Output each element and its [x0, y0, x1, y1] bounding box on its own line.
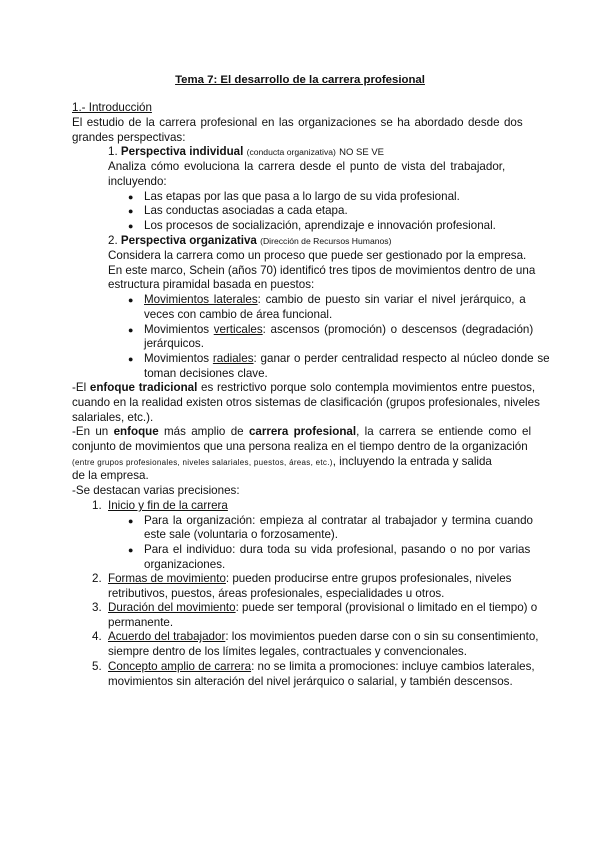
- precisions-intro: -Se destacan varias precisiones:: [72, 484, 240, 497]
- perspective-organizational-heading: [108, 234, 391, 248]
- text-prefix: -El: [72, 381, 90, 394]
- text-rest: es restrictivo porque solo contempla movimientos entre puestos,: [197, 381, 536, 394]
- bullet-icon: ●: [128, 221, 134, 231]
- list-item: Los procesos de socialización, aprendizaje e innovación profesional.: [144, 219, 496, 232]
- list-item-continuation: movimientos sin alteración del nivel jerárquico o salarial, y también descensos.: [108, 675, 513, 688]
- list-item: [108, 601, 537, 615]
- broad-approach-line-2: conjunto de movimientos que una persona realiza en el tiempo dentro de la organización: [72, 440, 528, 453]
- bullet-icon: ●: [128, 354, 134, 364]
- bullet-icon: ●: [128, 192, 134, 202]
- traditional-approach-line-2: cuando en la realidad existen otros sistemas de clasificación (grupos profesionales, niveles: [72, 396, 540, 409]
- term-description: : no se limita a promociones: incluye cambios laterales,: [251, 660, 535, 673]
- precision-term: Inicio y fin de la carrera: [108, 499, 228, 512]
- list-item: Para la organización: empieza al contratar al trabajador y termina cuando: [144, 514, 534, 527]
- list-item: Las etapas por las que pasa a lo largo de su vida profesional.: [144, 190, 460, 203]
- term-description: : ascensos (promoción) o descensos (degradación): [262, 323, 534, 336]
- p2-text-line-1: Considera la carrera como un proceso que puede ser gestionado por la empresa.: [108, 249, 527, 262]
- emphasis: enfoque: [113, 425, 159, 438]
- p2-text-line-2: En este marco, Schein (años 70) identificó tres tipos de movimientos dentro de una: [108, 264, 536, 277]
- perspective-tag: NO SE VE: [339, 147, 385, 158]
- term: Movimientos laterales: [144, 293, 258, 306]
- bullet-icon: ●: [128, 516, 134, 526]
- text-prefix: -En un: [72, 425, 114, 438]
- perspective-note: (Dirección de Recursos Humanos): [260, 236, 392, 246]
- list-number: 3.: [92, 601, 102, 614]
- broad-approach-line-4: de la empresa.: [72, 469, 149, 482]
- bullet-icon: ●: [128, 545, 134, 555]
- list-number: 2.: [108, 234, 118, 247]
- list-item: [144, 323, 533, 337]
- list-number: 4.: [92, 630, 102, 643]
- bullet-icon: ●: [128, 325, 134, 335]
- bullet-icon: ●: [128, 295, 134, 305]
- list-item-continuation: jerárquicos.: [144, 337, 204, 350]
- traditional-approach-line-1: [72, 381, 535, 395]
- page-title: Tema 7: El desarrollo de la carrera profesional: [175, 74, 425, 86]
- list-item: Las conductas asociadas a cada etapa.: [144, 204, 348, 217]
- list-number: 5.: [92, 660, 102, 673]
- term-description: : ganar o perder centralidad respecto al núcleo donde se: [253, 352, 550, 365]
- perspective-note: (conducta organizativa): [246, 147, 336, 157]
- term-description: : cambio de puesto sin variar el nivel jerárquico, a: [257, 293, 526, 306]
- term-prefix: Movimientos: [144, 323, 214, 336]
- list-number: 1.: [92, 499, 102, 512]
- broad-approach-line-1: [72, 425, 531, 439]
- text-rest: , incluyendo la entrada y salida: [332, 455, 492, 468]
- list-item-continuation: toman decisiones clave.: [144, 367, 268, 380]
- list-number: 2.: [92, 572, 102, 585]
- term-description: : pueden producirse entre grupos profesionales, niveles: [225, 572, 512, 585]
- list-item: [108, 660, 535, 674]
- perspective-label: Perspectiva organizativa: [120, 234, 257, 247]
- text-middle: más amplio de: [158, 425, 249, 438]
- list-item: [144, 293, 526, 307]
- list-item-continuation: retributivos, puestos, áreas profesionales, especialidades u otros.: [108, 587, 445, 600]
- list-item-continuation: veces con cambio de área funcional.: [144, 308, 333, 321]
- intro-heading: 1.- Introducción: [72, 101, 152, 114]
- emphasis: enfoque tradicional: [89, 381, 198, 394]
- list-item: Para el individuo: dura toda su vida profesional, pasando o no por varias: [144, 543, 531, 556]
- precision-term: Concepto amplio de carrera: [108, 660, 252, 673]
- list-number: 1.: [108, 145, 118, 158]
- list-item: [108, 572, 511, 586]
- precision-term: Duración del movimiento: [108, 601, 236, 614]
- precision-term: Acuerdo del trabajador: [108, 630, 226, 643]
- p2-text-line-3: estructura piramidal basada en puestos:: [108, 278, 315, 291]
- list-item: [108, 630, 539, 644]
- bullet-icon: ●: [128, 206, 134, 216]
- broad-approach-line-3: [72, 455, 492, 470]
- term-prefix: Movimientos: [144, 352, 213, 365]
- p1-text-line-1: Analiza cómo evoluciona la carrera desde el punto de vista del trabajador,: [108, 160, 506, 173]
- list-item-continuation: este sale (voluntaria o forzosamente).: [144, 528, 338, 541]
- list-item-continuation: siempre dentro de los límites legales, contractuales y convencionales.: [108, 645, 467, 658]
- precision-term: Formas de movimiento: [108, 572, 226, 585]
- perspective-label: Perspectiva individual: [120, 145, 244, 158]
- text-rest: , la carrera se entiende como el: [356, 425, 532, 438]
- intro-text-line-2: grandes perspectivas:: [72, 131, 186, 144]
- traditional-approach-line-3: salariales, etc.).: [72, 411, 154, 424]
- list-item-continuation: permanente.: [108, 616, 174, 629]
- p1-text-line-2: incluyendo:: [108, 175, 167, 188]
- term: radiales: [212, 352, 254, 365]
- list-item: [144, 352, 550, 366]
- emphasis: carrera profesional: [248, 425, 357, 438]
- term-description: : los movimientos pueden darse con o sin su consentimiento,: [225, 630, 539, 643]
- list-item-continuation: organizaciones.: [144, 558, 226, 571]
- parenthetical-note: (entre grupos profesionales, niveles salariales, puestos, áreas, etc.): [72, 458, 333, 467]
- intro-text-line-1: El estudio de la carrera profesional en las organizaciones se ha abordado desde dos: [72, 116, 523, 129]
- term-description: : puede ser temporal (provisional o limitado en el tiempo) o: [235, 601, 538, 614]
- term: verticales: [213, 323, 263, 336]
- perspective-individual-heading: [108, 145, 384, 160]
